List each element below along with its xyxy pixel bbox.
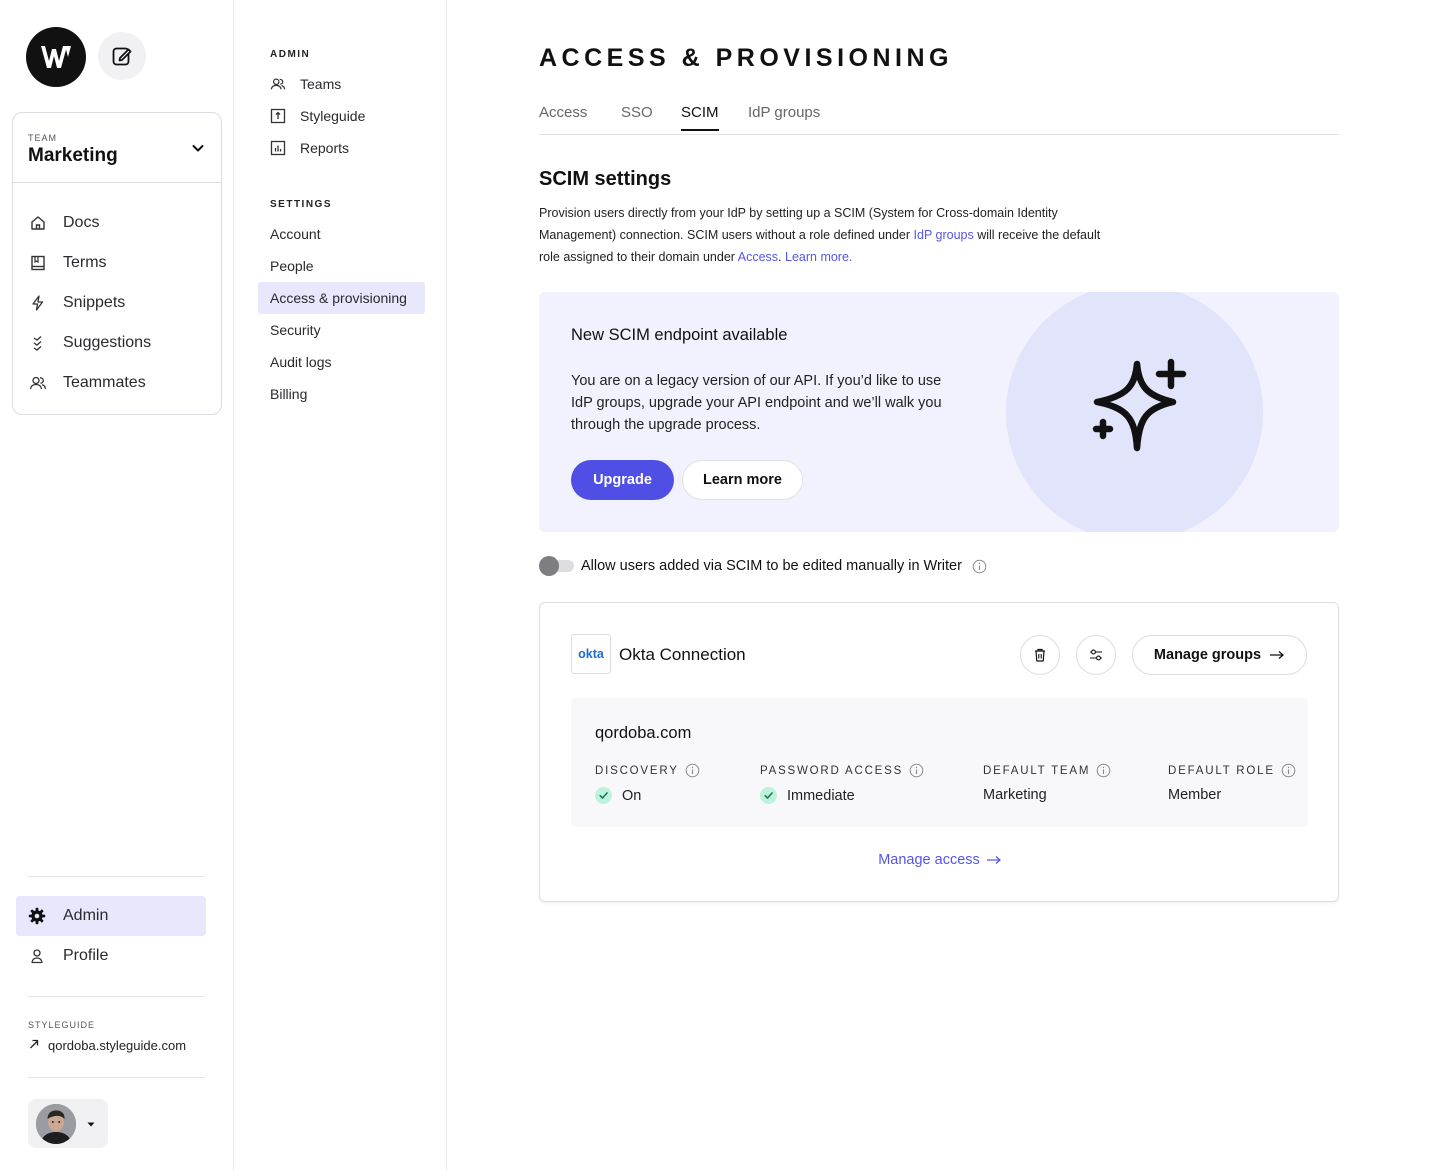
- banner-text: You are on a legacy version of our API. If you’d like to use IdP groups, upgrade your API endpoint and we’ll walk you through the upgrade process.: [571, 373, 942, 433]
- info-icon[interactable]: [1281, 763, 1296, 778]
- main-nav: [13, 203, 221, 403]
- nav-item-docs[interactable]: [13, 203, 221, 243]
- check-icon: [595, 787, 612, 804]
- writer-logo-icon: [39, 43, 73, 71]
- banner-title: New SCIM endpoint available: [571, 326, 788, 344]
- info-icon[interactable]: [1096, 763, 1111, 778]
- manual-edit-toggle[interactable]: [539, 556, 574, 576]
- tab-bar: [539, 100, 1339, 135]
- lightning-icon: [29, 294, 47, 312]
- manage-groups-label: Manage groups: [1153, 647, 1262, 663]
- nav-item-teammates[interactable]: [13, 363, 221, 403]
- avatar: [36, 1104, 76, 1144]
- manage-access-row: [540, 852, 1340, 868]
- styleguide-link-text: qordoba.styleguide.com: [48, 1038, 187, 1053]
- tab-idp-groups[interactable]: IdP groups: [748, 104, 821, 121]
- arrow-right-icon: [986, 855, 1002, 865]
- manage-groups-button[interactable]: [1132, 635, 1307, 675]
- info-icon[interactable]: [909, 763, 924, 778]
- page-title: ACCESS & PROVISIONING: [539, 44, 953, 72]
- divider: [28, 996, 205, 997]
- nav-item-label: Snippets: [63, 294, 126, 311]
- subnav-item-people[interactable]: [258, 250, 425, 282]
- manage-access-label: Manage access: [878, 852, 980, 868]
- section-description: [539, 202, 1119, 268]
- field-default-role: [1168, 763, 1296, 803]
- field-value: Marketing: [983, 787, 1047, 803]
- team-card: [12, 112, 222, 415]
- delete-connection-button[interactable]: [1020, 635, 1060, 675]
- description-text: .: [778, 250, 785, 264]
- admin-heading: ADMIN: [270, 49, 311, 60]
- team-label: TEAM: [28, 133, 58, 143]
- field-label: DISCOVERY: [595, 764, 679, 777]
- subnav-item-account[interactable]: [258, 218, 425, 250]
- external-link-icon: [28, 1038, 40, 1053]
- user-icon: [28, 947, 46, 965]
- field-label: PASSWORD ACCESS: [760, 764, 904, 777]
- people-icon: [270, 76, 286, 92]
- settings-nav: [234, 0, 447, 1171]
- upgrade-button[interactable]: Upgrade: [571, 460, 674, 500]
- styleguide-label: STYLEGUIDE: [28, 1020, 96, 1030]
- nav-item-label: Teammates: [63, 374, 146, 391]
- subnav-item-access-provisioning[interactable]: [258, 282, 425, 314]
- idp-groups-link[interactable]: IdP groups: [913, 228, 974, 242]
- check-icon: [760, 787, 777, 804]
- nav-item-label: Docs: [63, 214, 100, 231]
- subnav-item-label: Teams: [300, 76, 342, 92]
- trash-icon: [1032, 647, 1048, 663]
- subnav-item-audit-logs[interactable]: [258, 346, 425, 378]
- learn-more-link[interactable]: Learn more.: [785, 250, 853, 264]
- info-icon[interactable]: [685, 763, 700, 778]
- field-value: Member: [1168, 787, 1222, 803]
- nav-item-suggestions[interactable]: [13, 323, 221, 363]
- subnav-item-label: Reports: [300, 140, 350, 156]
- subnav-item-teams[interactable]: [258, 68, 425, 100]
- subnav-item-security[interactable]: [258, 314, 425, 346]
- subnav-item-reports[interactable]: [258, 132, 425, 164]
- subnav-item-label: Account: [270, 226, 321, 242]
- toggle-label: Allow users added via SCIM to be edited manually in Writer: [581, 558, 962, 574]
- writer-logo[interactable]: [26, 27, 86, 87]
- access-link[interactable]: Access: [737, 250, 779, 264]
- info-icon[interactable]: [972, 559, 987, 574]
- description-text: will receive the default role assigned to their domain under: [539, 228, 1101, 264]
- tab-sso[interactable]: SSO: [621, 104, 653, 121]
- gear-icon: [28, 907, 46, 925]
- field-value: Immediate: [787, 787, 855, 804]
- subnav-item-label: Access & provisioning: [270, 290, 407, 306]
- nav-item-label: Profile: [63, 947, 109, 964]
- okta-logo: okta: [571, 634, 611, 674]
- subnav-item-label: Billing: [270, 386, 308, 402]
- nav-item-label: Admin: [63, 907, 109, 924]
- report-icon: [270, 140, 286, 156]
- styleguide-icon: [270, 108, 286, 124]
- connection-name: Okta Connection: [619, 645, 746, 664]
- left-rail: [0, 0, 234, 1171]
- field-value: On: [622, 787, 642, 804]
- subnav-item-styleguide[interactable]: [258, 100, 425, 132]
- field-default-team: [983, 763, 1111, 803]
- chevron-down-icon: [191, 141, 205, 155]
- field-password-access: [760, 763, 924, 804]
- learn-more-button[interactable]: Learn more: [682, 460, 803, 500]
- caret-down-icon: [86, 1119, 96, 1129]
- team-switcher[interactable]: [13, 113, 221, 183]
- manual-edit-setting: [539, 556, 987, 576]
- description-text: Provision users directly from your IdP by setting up a SCIM (System for Cross-domain Identity Management) connection. SCIM users without a role defined under: [539, 206, 1058, 242]
- arrow-right-icon: [1269, 650, 1285, 660]
- field-discovery: [595, 763, 700, 804]
- section-title: SCIM settings: [539, 168, 672, 190]
- domain-name: qordoba.com: [595, 724, 692, 742]
- okta-connection-card: [539, 602, 1339, 902]
- divider: [28, 876, 205, 877]
- subnav-item-label: Styleguide: [300, 108, 366, 124]
- upgrade-banner: [539, 292, 1339, 532]
- user-menu-button[interactable]: [28, 1099, 108, 1148]
- subnav-item-label: People: [270, 258, 314, 274]
- nav-item-label: Terms: [63, 254, 107, 271]
- sparkle-icon: [1089, 356, 1189, 456]
- book-icon: [29, 254, 47, 272]
- styleguide-link[interactable]: [28, 1038, 186, 1053]
- divider: [28, 1077, 205, 1078]
- field-label: DEFAULT TEAM: [983, 764, 1091, 777]
- team-name: Marketing: [28, 145, 118, 166]
- nav-item-profile[interactable]: [16, 936, 206, 976]
- home-icon: [29, 214, 47, 232]
- manage-access-link[interactable]: [878, 852, 1002, 868]
- settings-heading: SETTINGS: [270, 199, 333, 210]
- field-label: DEFAULT ROLE: [1168, 764, 1275, 777]
- tab-scim[interactable]: SCIM: [681, 104, 719, 131]
- nav-item-terms[interactable]: [13, 243, 221, 283]
- connection-settings-button[interactable]: [1076, 635, 1116, 675]
- subnav-item-label: Audit logs: [270, 354, 332, 370]
- subnav-item-billing[interactable]: [258, 378, 425, 410]
- subnav-item-label: Security: [270, 322, 321, 338]
- edit-icon: [111, 45, 133, 67]
- nav-item-admin[interactable]: [16, 896, 206, 936]
- people-icon: [29, 374, 47, 392]
- nav-item-snippets[interactable]: [13, 283, 221, 323]
- domain-details: [571, 698, 1308, 827]
- sliders-icon: [1088, 647, 1104, 663]
- nav-item-label: Suggestions: [63, 334, 152, 351]
- compose-button[interactable]: [98, 32, 146, 80]
- tab-access[interactable]: Access: [539, 104, 588, 121]
- suggestions-icon: [29, 334, 47, 352]
